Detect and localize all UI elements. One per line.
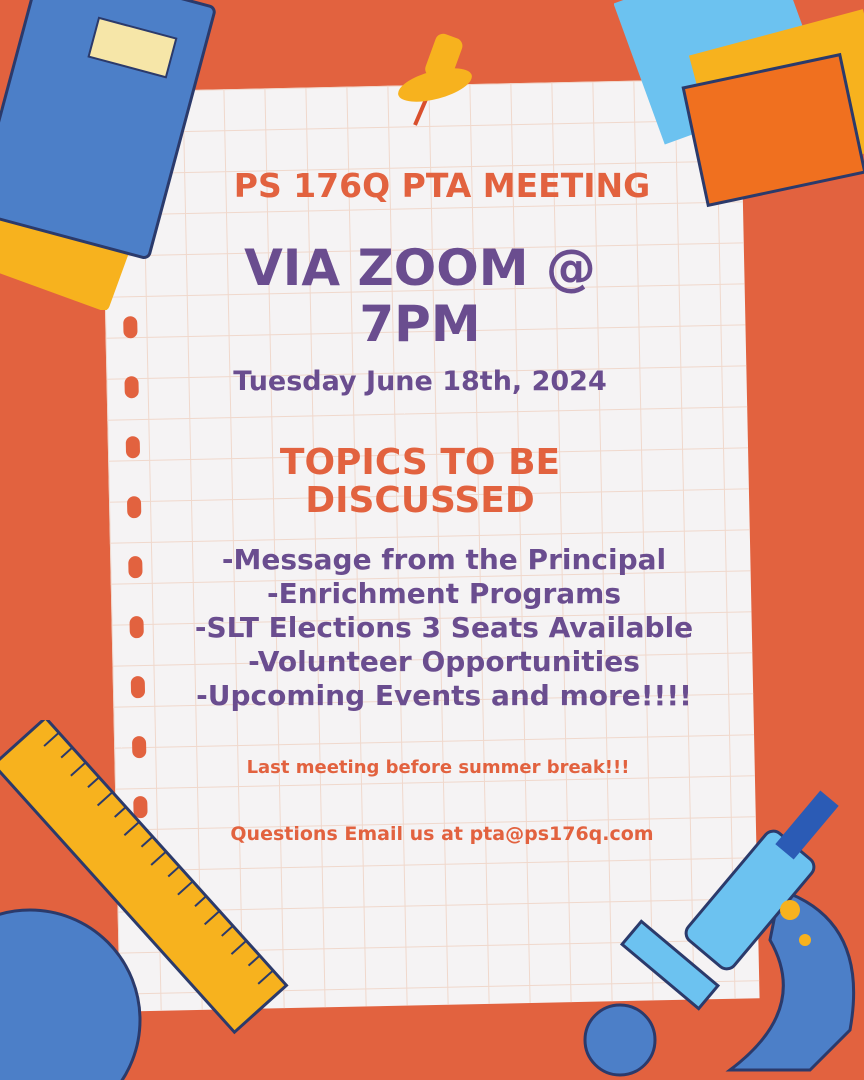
topic-item: -Message from the Principal xyxy=(221,543,667,576)
topics-heading-line-1: TOPICS TO BE xyxy=(279,442,561,483)
last-meeting-note: Last meeting before summer break!!! xyxy=(246,757,630,778)
location-line-2: 7PM xyxy=(359,295,481,353)
topic-item: -SLT Elections 3 Seats Available xyxy=(194,611,694,644)
topic-item: -Upcoming Events and more!!!! xyxy=(196,679,692,712)
location-line-1: VIA ZOOM @ xyxy=(244,239,596,297)
protractor-icon xyxy=(0,910,140,1080)
topic-item: -Volunteer Opportunities xyxy=(248,645,640,678)
contact-email: Questions Email us at pta@ps176q.com xyxy=(230,823,654,845)
pushpin-icon xyxy=(385,30,475,140)
topics-heading-line-2: DISCUSSED xyxy=(305,480,535,521)
topics-list xyxy=(0,543,864,713)
topic-item: -Enrichment Programs xyxy=(266,577,621,610)
topics-heading xyxy=(0,444,864,520)
meeting-title: PS 176Q PTA MEETING xyxy=(233,166,651,205)
microscope-icon xyxy=(580,770,864,1080)
meeting-location-time xyxy=(0,240,864,352)
meeting-date: Tuesday June 18th, 2024 xyxy=(233,366,607,397)
